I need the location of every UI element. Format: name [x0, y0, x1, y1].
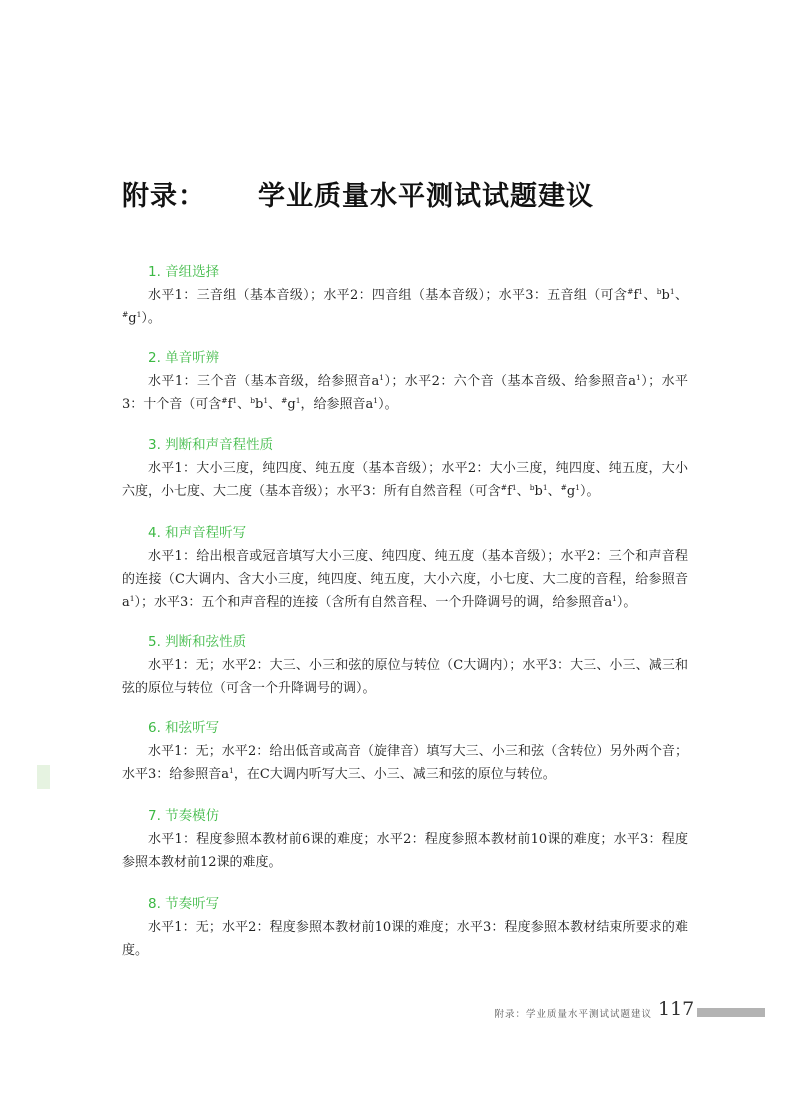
section-pitch-group: [122, 262, 688, 330]
section-heading: 2. 单音听辨: [148, 350, 220, 366]
section-rhythm-imitation: [122, 806, 688, 874]
section-heading: 7. 节奏模仿: [148, 808, 220, 824]
section-text: 水平1：程度参照本教材前6课的难度；水平2：程度参照本教材前10课的难度；水平3：程度参照本教材前12课的难度。: [122, 832, 688, 870]
section-text: 水平1：三个音（基本音级，给参照音$a^1$）；水平2：六个音（基本音级、给参照音$a^1$）；水平3：十个音（可含$^{\#}f^1$、$^bb^1$、$^{\#}g^1$，给参照音$a^1$）。: [122, 373, 688, 412]
section-chord-quality: [122, 632, 688, 700]
section-heading: 8. 节奏听写: [148, 896, 220, 912]
page-footer: [0, 1000, 800, 1024]
section-harmonic-interval-quality: [122, 435, 688, 503]
margin-tab-marker: [37, 765, 50, 789]
section-heading: 3. 判断和声音程性质: [148, 437, 274, 453]
footer-bar: [697, 1008, 765, 1017]
section-rhythm-dictation: [122, 894, 688, 962]
section-text: 水平1：三音组（基本音级）；水平2：四音组（基本音级）；水平3：五音组（可含$^{\#}f^1$、$^bb^1$、$^{\#}g^1$）。: [122, 287, 688, 326]
section-text: 水平1：无；水平2：大三、小三和弦的原位与转位（C大调内）；水平3：大三、小三、减三和弦的原位与转位（可含一个升降调号的调）。: [122, 658, 688, 696]
section-heading: 4. 和声音程听写: [148, 525, 247, 541]
title-prefix: 附录：: [122, 181, 206, 212]
page-number: 117: [658, 998, 695, 1020]
section-single-tone: [122, 348, 688, 416]
section-chord-dictation: [122, 718, 688, 786]
title-main: 学业质量水平测试试题建议: [258, 181, 594, 212]
section-text: 水平1：无；水平2：给出低音或高音（旋律音）填写大三、小三和弦（含转位）另外两个音；水平3：给参照音$a^1$，在C大调内听写大三、小三、减三和弦的原位与转位。: [122, 744, 688, 782]
section-text: 水平1：无；水平2：程度参照本教材前10课的难度；水平3：程度参照本教材结束所要求的难度。: [122, 920, 688, 958]
section-heading: 6. 和弦听写: [148, 720, 220, 736]
section-text: 水平1：给出根音或冠音填写大小三度、纯四度、纯五度（基本音级）；水平2：三个和声音程的连接（C大调内、含大小三度，纯四度、纯五度，大小六度，小七度、大二度的音程，给参照音$a^1$）；水平3：五个和声音程的连接（含所有自然音程、一个升降调号的调，给参照音$a^1$）。: [122, 549, 688, 610]
section-text: 水平1：大小三度，纯四度、纯五度（基本音级）；水平2：大小三度，纯四度、纯五度，大小六度，小七度、大二度（基本音级）；水平3：所有自然音程（可含$^{\#}f^1$、$^bb^1$、$^{\#}g^1$）。: [122, 461, 688, 499]
footer-running-title: 附录：学业质量水平测试试题建议: [494, 1009, 652, 1020]
section-heading: 5. 判断和弦性质: [148, 634, 247, 650]
section-heading: 1. 音组选择: [148, 264, 220, 280]
page-title: [122, 174, 594, 213]
section-harmonic-interval-dictation: [122, 523, 688, 614]
